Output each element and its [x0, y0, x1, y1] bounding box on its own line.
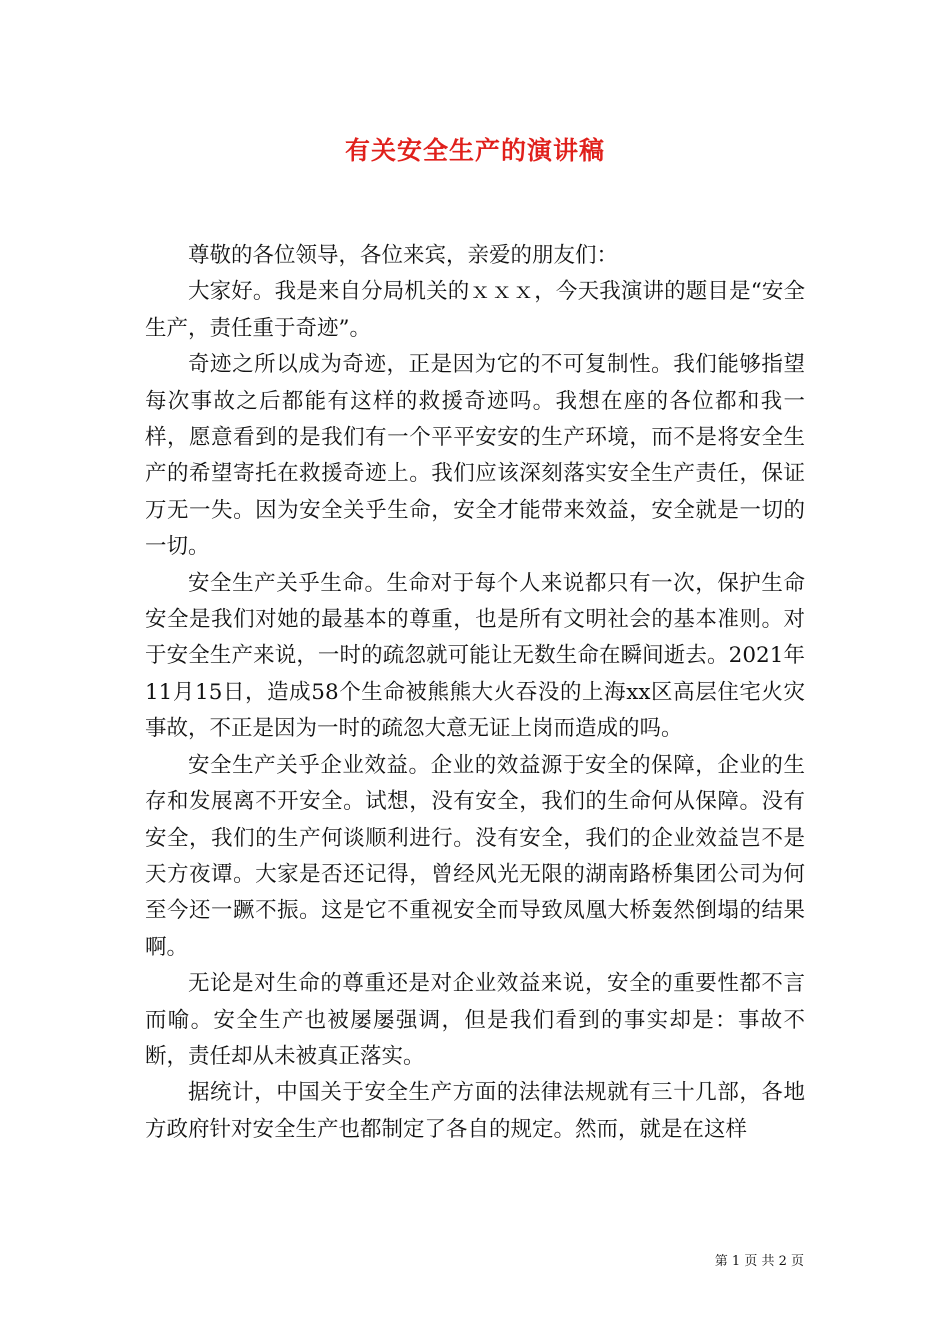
document-body	[145, 238, 805, 1148]
paragraph-salutation: 尊敬的各位领导，各位来宾，亲爱的朋友们：	[188, 243, 619, 268]
paragraph-greeting: 大家好。我是来自分局机关的ｘｘｘ，今天我演讲的题目是“安全生产，责任重于奇迹”。	[145, 279, 805, 341]
page-number: 第 1 页 共 2 页	[714, 1254, 804, 1269]
document-title: 有关安全生产的演讲稿	[344, 136, 605, 165]
paragraph-statistics: 据统计，中国关于安全生产方面的法律法规就有三十几部，各地方政府针对安全生产也都制定了各自的规定。然而，就是在这样	[145, 1080, 805, 1142]
paragraph-life: 安全生产关乎生命。生命对于每个人来说都只有一次，保护生命安全是我们对她的最基本的尊重，也是所有文明社会的基本准则。对于安全生产来说，一时的疏忽就可能让无数生命在瞬间逝去。2021年11月15日，造成58个生命被熊熊大火吞没的上海xx区高层住宅火灾事故，不正是因为一时的疏忽大意无证上岗而造成的吗。	[145, 570, 805, 742]
paragraph-benefit: 安全生产关乎企业效益。企业的效益源于安全的保障，企业的生存和发展离不开安全。试想，没有安全，我们的生命何从保障。没有安全，我们的生产何谈顺利进行。没有安全，我们的企业效益岂不是天方夜谭。大家是否还记得，曾经风光无限的湖南路桥集团公司为何至今还一蹶不振。这是它不重视安全而导致凤凰大桥轰然倒塌的结果啊。	[145, 752, 805, 960]
paragraph-importance: 无论是对生命的尊重还是对企业效益来说，安全的重要性都不言而喻。安全生产也被屡屡强调，但是我们看到的事实却是：事故不断，责任却从未被真正落实。	[145, 971, 805, 1069]
paragraph-miracle: 奇迹之所以成为奇迹，正是因为它的不可复制性。我们能够指望每次事故之后都能有这样的救援奇迹吗。我想在座的各位都和我一样，愿意看到的是我们有一个平平安安的生产环境，而不是将安全生产的希望寄托在救援奇迹上。我们应该深刻落实安全生产责任，保证万无一失。因为安全关乎生命，安全才能带来效益，安全就是一切的一切。	[145, 352, 805, 560]
